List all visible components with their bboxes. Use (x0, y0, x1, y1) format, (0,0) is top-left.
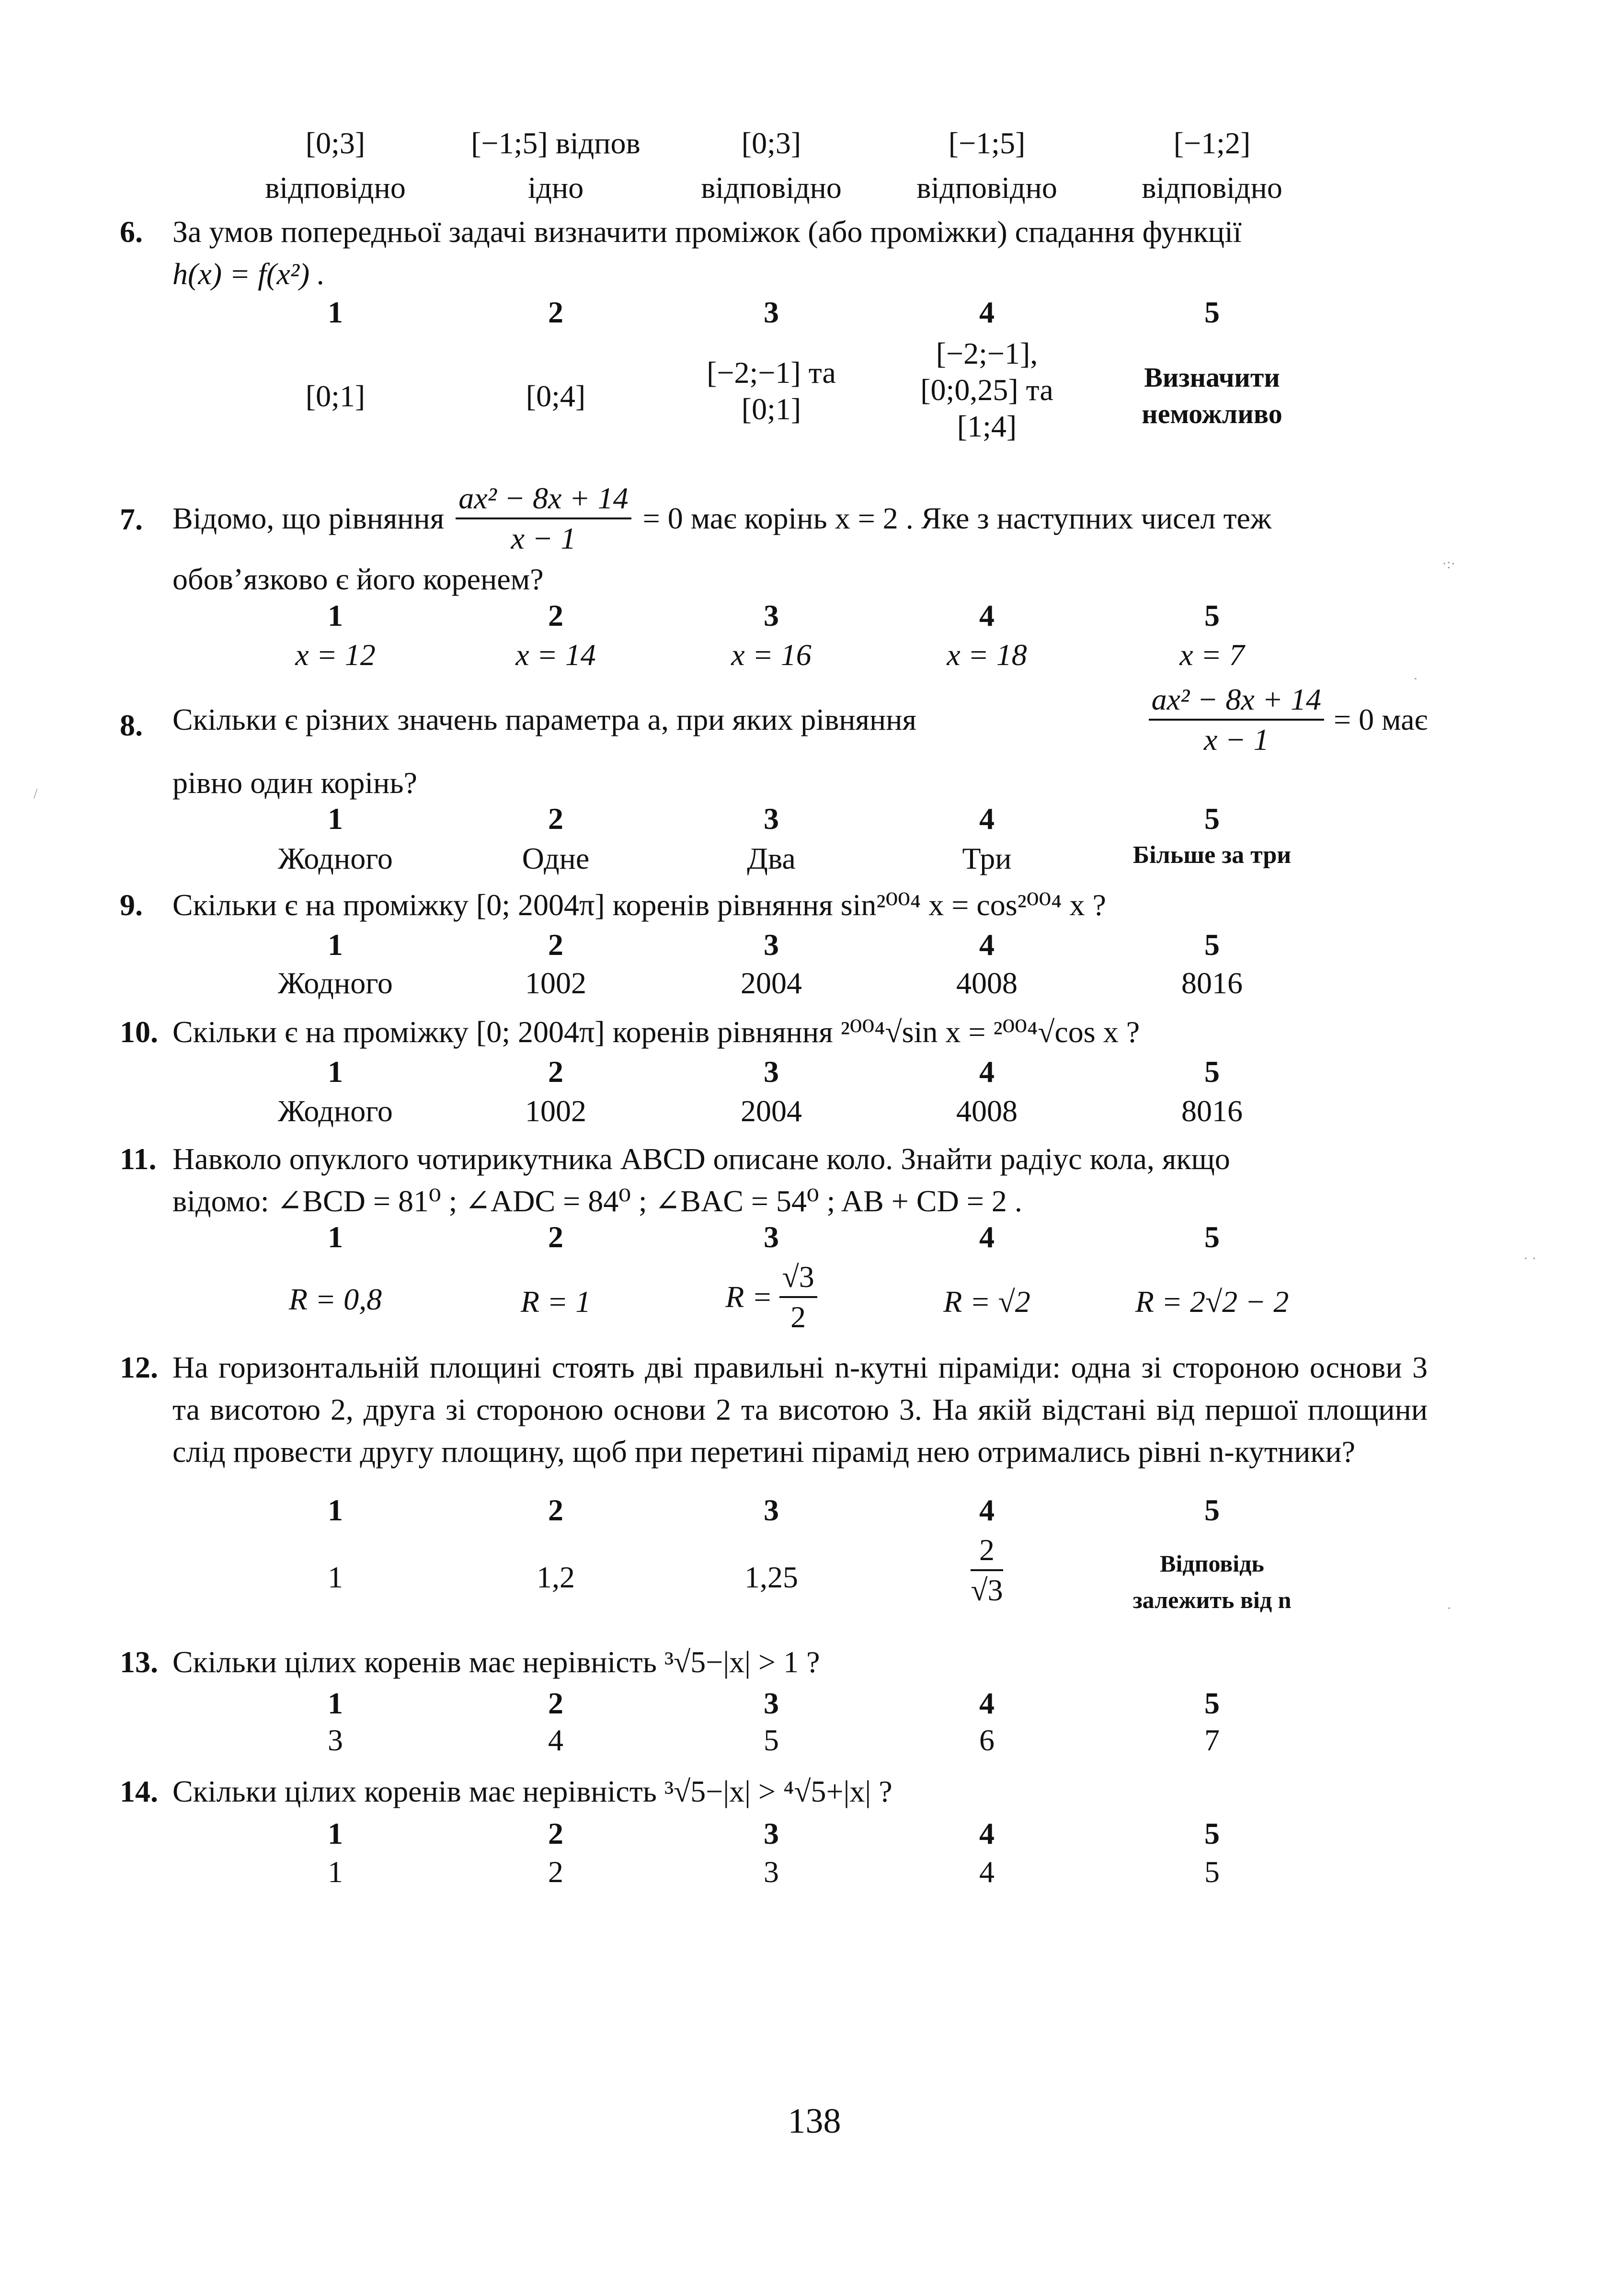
answer-label: [0;3] (305, 126, 366, 160)
option-number: 3 (764, 1816, 779, 1850)
answer: x = 16 (731, 638, 812, 672)
option-number: 1 (328, 802, 343, 836)
answer: 1002 (525, 1094, 586, 1128)
q10-option-numbers (172, 1054, 1428, 1097)
option-number: 4 (979, 598, 995, 632)
question-number: 10. (120, 1015, 158, 1049)
option-number: 5 (1204, 802, 1220, 836)
option-number: 2 (548, 928, 563, 962)
answer: 2004 (741, 1094, 802, 1128)
fraction-denominator: x − 1 (511, 521, 576, 555)
answer-line: [0;0,25] та (920, 373, 1053, 407)
question-13 (120, 1641, 1428, 1683)
answer: Три (962, 841, 1012, 875)
answer-label: [−1;2] (1173, 126, 1251, 160)
question-number: 13. (120, 1645, 158, 1679)
option-number: 4 (979, 1220, 995, 1254)
option-number: 2 (548, 1055, 563, 1089)
scan-speck: · (1447, 1600, 1452, 1616)
fraction-numerator: 2 (971, 1531, 1003, 1571)
q11-option-numbers (172, 1219, 1428, 1263)
answer: 1 (328, 1855, 343, 1889)
answer-fraction (779, 1258, 817, 1336)
answer: x = 14 (515, 638, 596, 672)
answer-line: залежить від n (1132, 1586, 1292, 1613)
question-number: 11. (120, 1142, 157, 1176)
question-text: Скільки є різних значень параметра a, при яких рівняння (172, 702, 916, 736)
option-number: 3 (764, 802, 779, 836)
answer: R = √2 (943, 1285, 1030, 1319)
option-number: 3 (764, 1686, 779, 1720)
answer: x = 12 (295, 638, 376, 672)
answer: 1 (328, 1560, 343, 1594)
answer: 4 (979, 1855, 995, 1889)
question-12 (120, 1346, 1428, 1473)
option-number: 3 (764, 1493, 779, 1527)
answer: 8016 (1181, 966, 1243, 1000)
option-number: 2 (548, 295, 563, 329)
option-number: 4 (979, 928, 995, 962)
question-text: Навколо опуклого чотирикутника ABCD описане коло. Знайти радіус кола, якщо (172, 1142, 1230, 1176)
option-number: 5 (1204, 1686, 1220, 1720)
q6-option-numbers (172, 295, 1428, 338)
question-9 (120, 884, 1428, 926)
answer: 5 (1204, 1855, 1220, 1889)
answer: 4008 (956, 1094, 1018, 1128)
answer: 6 (979, 1723, 995, 1757)
equation-fraction (1149, 680, 1324, 759)
answer-label: [−1;5] (948, 126, 1026, 160)
answer-line: [0;1] (741, 392, 801, 426)
question-6 (120, 211, 1428, 295)
question-text: Скільки є на проміжку [0; 2004π] коренів рівняння sin²⁰⁰⁴ x = cos²⁰⁰⁴ x ? (172, 888, 1106, 922)
question-text: Відомо, що рівняння (172, 501, 445, 535)
option-number: 1 (328, 295, 343, 329)
question-text: рівно один корінь? (172, 766, 417, 800)
q7-answers (172, 637, 1428, 680)
option-number: 2 (548, 1816, 563, 1850)
option-number: 2 (548, 598, 563, 632)
answer-label: [−1;5] відпов (471, 126, 640, 160)
option-number: 4 (979, 1493, 995, 1527)
q7-option-numbers (172, 598, 1428, 641)
answer-line: [−2;−1], (936, 336, 1038, 370)
fraction-numerator: √3 (779, 1258, 817, 1298)
option-number: 4 (979, 1686, 995, 1720)
q8-answers (172, 841, 1428, 884)
q13-answers (172, 1723, 1428, 1766)
question-10 (120, 1011, 1428, 1053)
answer: x = 7 (1179, 638, 1245, 672)
question-number: 9. (120, 888, 143, 922)
option-number: 2 (548, 1220, 563, 1254)
q14-answers (172, 1854, 1428, 1897)
question-text: Скільки цілих коренів має нерівність ³√5−|x| > ⁴√5+|x| ? (172, 1774, 892, 1808)
option-number: 4 (979, 1055, 995, 1089)
option-number: 4 (979, 802, 995, 836)
option-number: 1 (328, 928, 343, 962)
answer-line: [1;4] (957, 409, 1017, 443)
option-number: 1 (328, 1493, 343, 1527)
q12-answers (172, 1531, 1428, 1627)
question-number: 6. (120, 215, 143, 249)
fraction-numerator: ax² − 8x + 14 (456, 479, 631, 519)
question-number: 8. (120, 708, 143, 742)
question-text: обов’язково є його коренем? (172, 562, 544, 596)
option-number: 5 (1204, 1220, 1220, 1254)
answer-label: [0;3] (741, 126, 801, 160)
option-number: 3 (764, 1055, 779, 1089)
scan-speck: · (1413, 671, 1418, 687)
option-number: 1 (328, 1055, 343, 1089)
option-number: 3 (764, 295, 779, 329)
q9-answers (172, 965, 1428, 1009)
option-number: 2 (548, 802, 563, 836)
answer: Одне (522, 841, 590, 875)
option-number: 5 (1204, 1055, 1220, 1089)
answer: 2004 (741, 966, 802, 1000)
question-11 (120, 1138, 1428, 1222)
top-answer-labels (172, 126, 1428, 169)
answer: R = 2√2 − 2 (1135, 1285, 1289, 1319)
fraction-numerator: ax² − 8x + 14 (1149, 680, 1324, 721)
top-answer-subs (172, 170, 1428, 213)
answer-sub: відповідно (701, 171, 842, 205)
answer: Жодного (278, 1094, 393, 1128)
question-8 (120, 680, 1428, 767)
answer: Більше за три (1132, 841, 1292, 869)
answer: 2 (548, 1855, 563, 1889)
fraction-denominator: 2 (790, 1300, 806, 1334)
question-number: 12. (120, 1350, 158, 1384)
option-number: 1 (328, 1686, 343, 1720)
answer: R = 0,8 (288, 1282, 382, 1316)
q14-option-numbers (172, 1816, 1428, 1859)
answer: 1002 (525, 966, 586, 1000)
question-7 (120, 479, 1428, 565)
answer-line: Відповідь (1160, 1550, 1264, 1577)
question-8-cont (172, 762, 1428, 804)
answer-sub: відповідно (1142, 171, 1282, 205)
answer-sub: ідно (527, 171, 584, 205)
option-number: 5 (1204, 1816, 1220, 1850)
q9-option-numbers (172, 927, 1428, 970)
option-number: 3 (764, 928, 779, 962)
answer-line: [−2;−1] та (707, 356, 836, 390)
scan-speck: · · (1523, 1251, 1537, 1266)
question-7-cont (172, 558, 1428, 600)
question-text: Скільки є на проміжку [0; 2004π] коренів рівняння ²⁰⁰⁴√sin x = ²⁰⁰⁴√cos x ? (172, 1015, 1140, 1049)
option-number: 2 (548, 1686, 563, 1720)
q11-answers (172, 1258, 1428, 1344)
page-number: 138 (788, 2102, 841, 2141)
equation-fraction (456, 479, 631, 558)
question-text: = 0 має корінь x = 2 . Яке з наступних чисел теж (642, 501, 1272, 535)
question-14 (120, 1770, 1428, 1813)
answer: 4008 (956, 966, 1018, 1000)
question-text: = 0 має (1333, 702, 1428, 736)
answer: R = (725, 1280, 773, 1314)
option-number: 1 (328, 1220, 343, 1254)
scan-speck: ·:· (1442, 556, 1456, 572)
option-number: 3 (764, 1220, 779, 1254)
question-text: На горизонтальній площині стоять дві правильні n-кутні піраміди: одна зі стороною основи 3 та висотою 2, друга зі стороною основи 2 та висотою 3. На якій відстані від першої площини слід провести другу площину, щоб при перетині пірамід нею отримались рівні n-кутники? (172, 1350, 1428, 1469)
answer: Жодного (278, 966, 393, 1000)
answer: x = 18 (947, 638, 1027, 672)
q12-option-numbers (172, 1493, 1428, 1536)
fraction-denominator: √3 (971, 1573, 1003, 1607)
option-number: 5 (1204, 1493, 1220, 1527)
answer: 8016 (1181, 1094, 1243, 1128)
question-text: Скільки цілих коренів має нерівність ³√5−|x| > 1 ? (172, 1645, 820, 1679)
answer: 5 (764, 1723, 779, 1757)
scan-speck: / (34, 786, 38, 802)
question-text: відомо: ∠BCD = 81⁰ ; ∠ADC = 84⁰ ; ∠BAC = 54⁰ ; AB + CD = 2 . (172, 1184, 1022, 1218)
answer-line: Визначити (1144, 362, 1280, 393)
answer-sub: відповідно (265, 171, 406, 205)
q6-answers (172, 335, 1428, 460)
option-number: 2 (548, 1493, 563, 1527)
q10-answers (172, 1093, 1428, 1137)
answer-fraction (971, 1531, 1003, 1609)
answer: [0;4] (526, 379, 586, 413)
option-number: 5 (1204, 928, 1220, 962)
option-number: 3 (764, 598, 779, 632)
question-number: 7. (120, 502, 143, 536)
answer: [0;1] (305, 379, 366, 413)
option-number: 4 (979, 295, 995, 329)
answer: Два (747, 841, 796, 875)
answer: R = 1 (520, 1285, 591, 1319)
answer: 3 (764, 1855, 779, 1889)
answer: 4 (548, 1723, 563, 1757)
option-number: 1 (328, 598, 343, 632)
answer: 1,2 (537, 1560, 575, 1594)
answer: 1,25 (744, 1560, 798, 1594)
q8-option-numbers (172, 801, 1428, 844)
option-number: 4 (979, 1816, 995, 1850)
answer: Жодного (278, 841, 393, 875)
option-number: 5 (1204, 598, 1220, 632)
answer: 7 (1204, 1723, 1220, 1757)
question-formula: h(x) = f(x²) . (172, 257, 325, 291)
option-number: 1 (328, 1816, 343, 1850)
answer-sub: відповідно (916, 171, 1057, 205)
option-number: 5 (1204, 295, 1220, 329)
question-text: За умов попередньої задачі визначити проміжок (або проміжки) спадання функції (172, 215, 1242, 249)
fraction-denominator: x − 1 (1203, 723, 1269, 757)
answer: 3 (328, 1723, 343, 1757)
question-number: 14. (120, 1774, 158, 1808)
answer-line: неможливо (1142, 398, 1282, 429)
